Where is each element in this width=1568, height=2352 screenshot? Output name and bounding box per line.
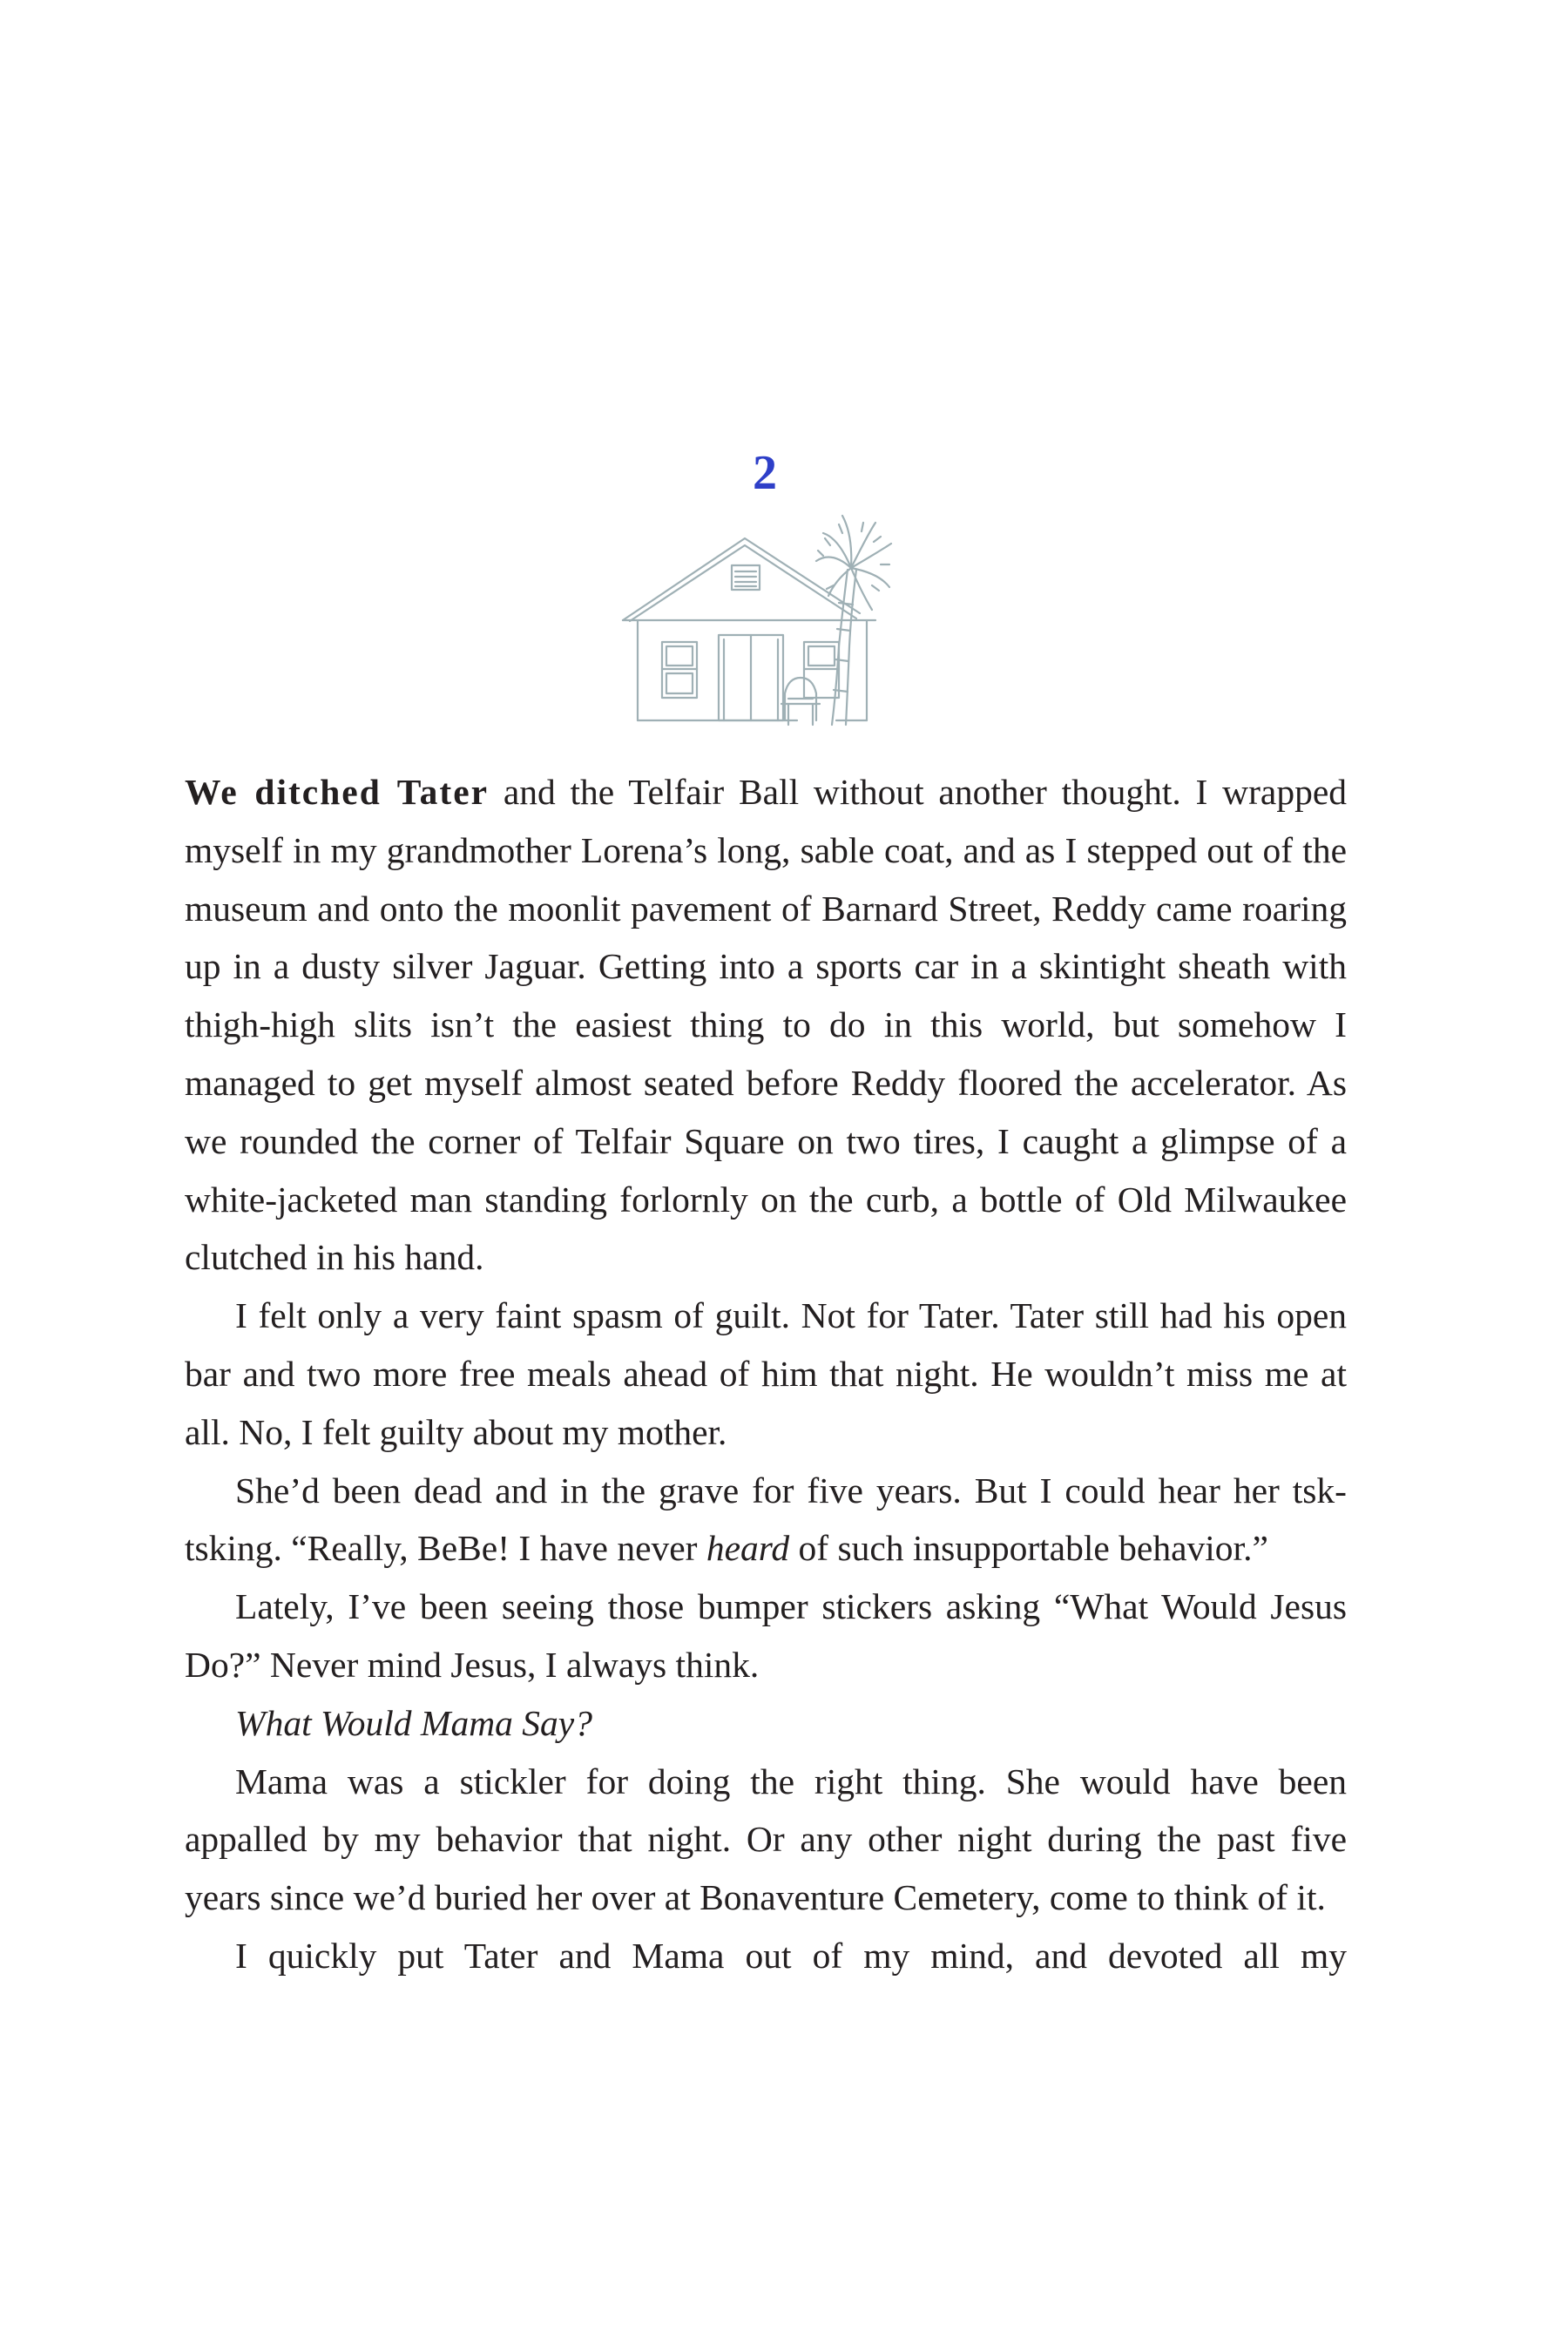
cottage-with-palm-tree-icon — [614, 507, 928, 742]
paragraph-text: of such insupportable behavior.” — [789, 1528, 1268, 1569]
paragraph — [185, 1462, 1347, 1578]
paragraph: I quickly put Tater and Mama out of my mind, and devoted all my — [235, 1935, 1347, 1976]
chapter-opening-words: We ditched Tater — [185, 772, 490, 812]
paragraph: I felt only a very faint spasm of guilt. Not for Tater. Tater still had his open bar and two more free meals ahead of him that night. He wouldn’t miss me at all. No, I felt guilty about my mother. — [185, 1295, 1347, 1452]
paragraph — [185, 1694, 1347, 1753]
paragraph: Lately, I’ve been seeing those bumper stickers asking “What Would Jesus Do?” Never mind Jesus, I always think. — [185, 1586, 1347, 1685]
italic-line: What Would Mama Say? — [235, 1702, 592, 1743]
paragraph — [185, 763, 1347, 1287]
chapter-number: 2 — [753, 446, 777, 500]
paragraph-text: She’d been dead and in the grave for five years. But I could hear her tsk-tsking. “Really, BeBe! I have never — [185, 1470, 1347, 1569]
paragraph: Mama was a stickler for doing the right thing. She would have been appalled by my behavior that night. Or any other night during the past five years since we’d buried her over at Bonaventure Cemetery, come to think of it. — [185, 1761, 1347, 1918]
emphasized-word: heard — [706, 1528, 790, 1569]
paragraph-text: and the Telfair Ball without another thought. I wrapped myself in my grandmother Lorena’s long, sable coat, and as I stepped out of the museum and onto the moonlit pavement of Barnard Street, Reddy came roaring up in a dusty silver Jaguar. Getting into a sports car in a skintight sheath with thigh-high slits isn’t the easiest thing to do in this world, but somehow I managed to get myself almost seated before Reddy floored the accelerator. As we rounded the corner of Telfair Square on two tires, I caught a glimpse of a white-jacketed man standing forlornly on the curb, a bottle of Old Milwaukee clutched in his hand. — [185, 772, 1347, 1278]
chapter-body — [185, 763, 1347, 1985]
